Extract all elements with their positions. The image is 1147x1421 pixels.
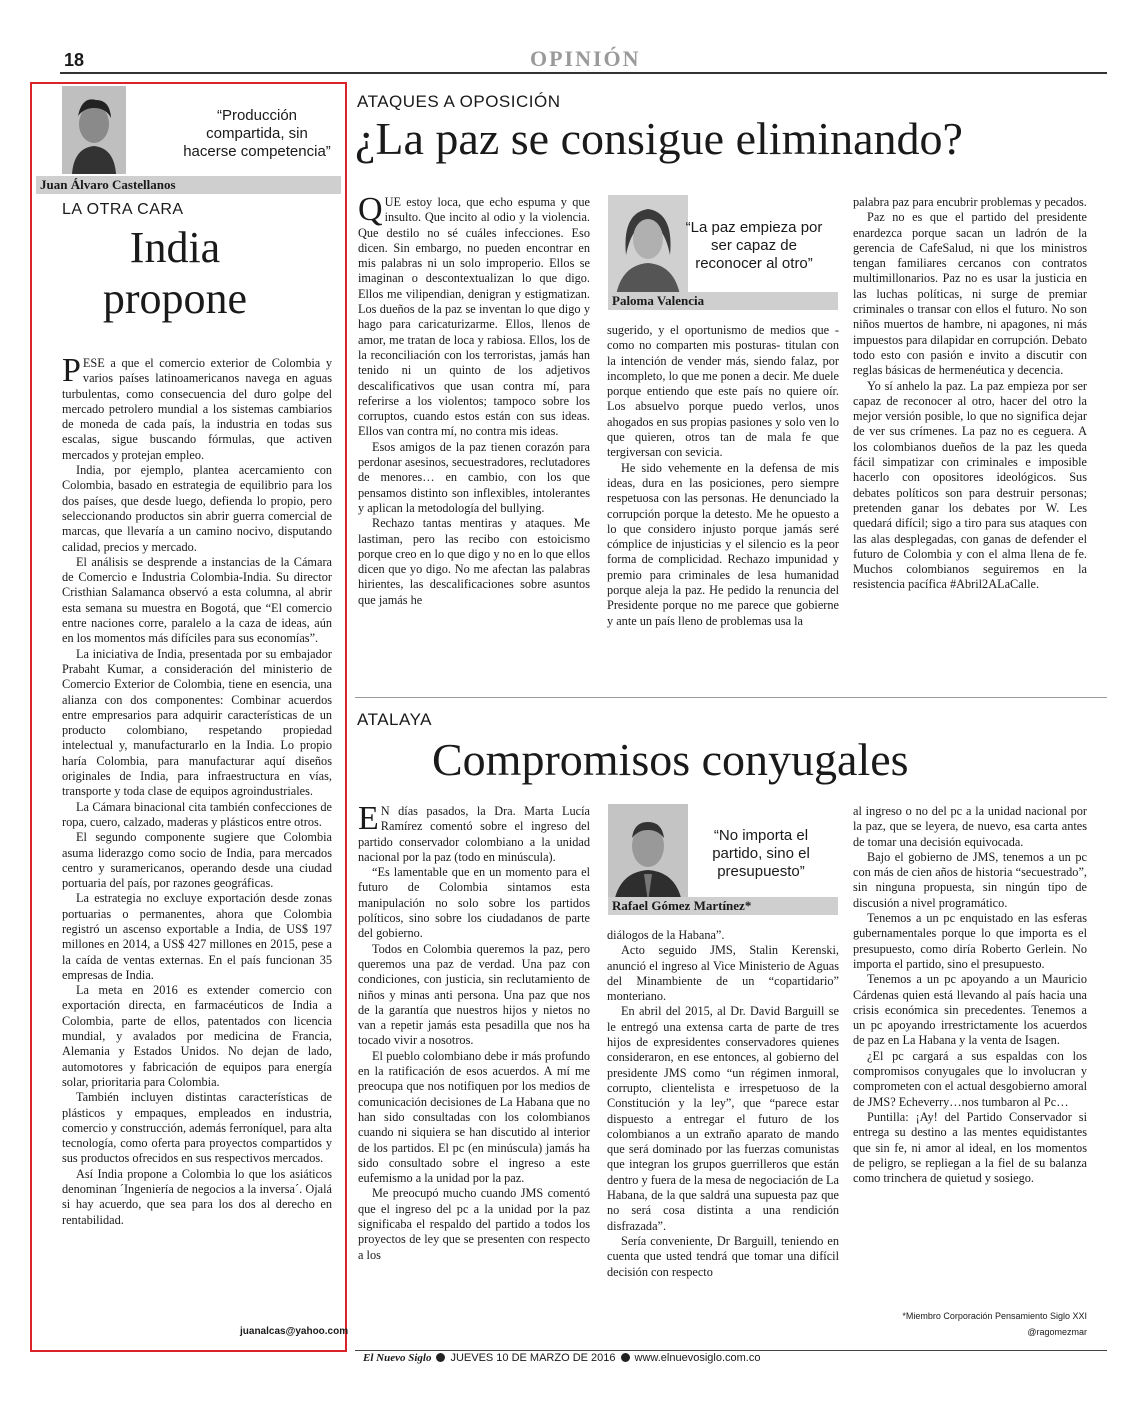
article-column-2 bbox=[607, 323, 839, 629]
paragraph: La meta en 2016 es extender comercio con exportación directa, en farmacéuticos de India a Colombia, parte de ellos, patentados con licencia mundial, y avalados por medicina de Francia, Alemania y Estados Unidos. No dejan de lado, automotores y fabricación de equipos para energía solar, prioritaria para Colombia. bbox=[62, 983, 332, 1089]
paragraph: Tenemos a un pc apoyando a un Mauricio Cárdenas quien está llevando al país hacia una crisis económica sin precedentes. Tenemos a un pc apoyando irrestrictamente los acuerdos de paz en La Habana y la venta de Isagen. bbox=[853, 972, 1087, 1048]
paragraph: En abril del 2015, al Dr. David Barguill se le entregó una extensa carta de parte de tres hijos de expresidentes conservadores quienes consideraron, en ese entonces, al gobierno del presidente JMS como “un régimen inmoral, corrupto, clientelista e irrespetuoso de la Constitución y la ley”, que “parece estar dispuesto a entregar el futuro de los colombianos a un extraño aparato de mando que será dominado por las fuerzas comunistas que integran los grupos guerrilleros que están dentro y fuera de la mesa de negociación de La Habana, de la que saldrá una supuesta paz que no será cosa distinta a una rendición disfrazada”. bbox=[607, 1004, 839, 1233]
left-article-body bbox=[62, 352, 332, 1228]
author-byline: Juan Álvaro Castellanos bbox=[36, 176, 341, 194]
author-portrait-icon bbox=[608, 195, 688, 295]
paragraph: El pueblo colombiano debe ir más profundo en la ratificación de esos acuerdos. A mí me preocupa que nos notifiquen por los medios de comunicación decisiones de La Habana que no han sido consultadas con los colombianos cuando ni siquiera se han discutido al interior de los partidos. El pc (en minúscula) jamás ha sido consultado sobre el ingreso a este eufemismo a la unidad por la paz. bbox=[358, 1048, 590, 1186]
author-note: *Miembro Corporación Pensamiento Siglo XXI bbox=[902, 1311, 1087, 1321]
paragraph-text: ESE a que el comercio exterior de Colombia y varios países latinoamericanos navega en aguas turbulentas, como consecuencia del duro golpe del mercado petrolero mundial a los sistemas cambiarios de moneda de cada país, la industria en todas sus escalas, sigue buscando fórmulas, que activen mercados y protejan empleo. bbox=[62, 356, 332, 462]
author-photo bbox=[62, 86, 126, 174]
author-portrait-icon bbox=[62, 86, 126, 174]
issue-date: JUEVES 10 DE MARZO DE 2016 bbox=[450, 1352, 616, 1364]
article-column-1 bbox=[358, 191, 590, 608]
page-number: 18 bbox=[64, 50, 85, 70]
paragraph: Bajo el gobierno de JMS, tenemos a un pc con más de cien años de historia “secuestrado”, sin ninguna propuesta, sin ningún tipo de discusión a nivel programático. bbox=[853, 849, 1087, 910]
section-title: OPINIÓN bbox=[530, 46, 641, 71]
drop-cap: E bbox=[358, 800, 379, 837]
paragraph: ¿El pc cargará a sus espaldas con los compromisos conyugales que lo involucran y comprometen con el actual desgobierno amoral de JMS? Echeverry…nos tumbaron al Pc… bbox=[853, 1048, 1087, 1109]
paragraph: Puntilla: ¡Ay! del Partido Conservador si entrega su destino a las mentes equidistantes que sin fe, ni amor al ideal, en los momentos de peligro, se repliegan a la fiel de su balanza como trinchera de quietud y sosiego. bbox=[853, 1109, 1087, 1186]
drop-cap: P bbox=[62, 352, 81, 389]
paragraph: He sido vehemente en la defensa de mis ideas, dura en las posiciones, pero siempre respetuosa con las personas. He denunciado la corrupción porque la detesto. Me he opuesto a lo que considero injusto porque jamás seré cómplice de injusticias y el silencio es la peor forma de complicidad. Rechazo impunidad y premio para criminales de lesa humanidad porque aleja la paz. He pedido la renuncia del Presidente porque no me parece que gobierne y ante un país lleno de problemas usa la bbox=[607, 460, 839, 628]
paragraph: Acto seguido JMS, Stalin Kerenski, anunció el ingreso al Vice Ministerio de Aguas del Minambiente de un “copartidario” monteriano. bbox=[607, 943, 839, 1004]
title-line-2: propone bbox=[102, 274, 248, 323]
article-kicker: ATALAYA bbox=[357, 710, 432, 729]
pull-quote: “La paz empieza por ser capaz de reconocer al otro” bbox=[685, 219, 823, 272]
website-url[interactable]: www.elnuevosiglo.com.co bbox=[634, 1352, 761, 1364]
paragraph: Esos amigos de la paz tienen corazón para perdonar asesinos, secuestradores, reclutadores de menores… en cambio, con los que pensamos distinto son inflexibles, intolerantes y aplican la metodología del bullying. bbox=[358, 439, 590, 515]
author-handle[interactable]: @ragomezmar bbox=[1027, 1327, 1087, 1337]
paragraph: Tenemos a un pc enquistado en las esferas gubernamentales porque lo que importa es el presupuesto, como diría Roberto Gerlein. No importa el partido, sino el presupuesto. bbox=[853, 911, 1087, 971]
drop-cap: Q bbox=[358, 191, 383, 228]
paragraph bbox=[358, 800, 590, 865]
paragraph: India, por ejemplo, plantea acercamiento con Colombia, basado en estrategia de equilibrio para los dos países, que desde luego, defienda lo propio, pero seleccionando productos sin abrir guerra comercial de marcas, que llevaría a un camino nocivo, disputando calidad, precios y mercado. bbox=[62, 463, 332, 554]
paragraph: Así India propone a Colombia lo que los asiáticos denominan ´Ingeniería de negocios a la inversa´. Ojalá si hay acuerdo, que sea para los dos al derecho en rentabilidad. bbox=[62, 1166, 332, 1227]
article-title: Compromisos conyugales bbox=[432, 734, 909, 785]
author-byline: Paloma Valencia bbox=[608, 292, 838, 310]
bullet-icon bbox=[621, 1353, 630, 1362]
column-kicker: LA OTRA CARA bbox=[62, 201, 184, 218]
pull-quote: “Producción compartida, sin hacerse competencia” bbox=[183, 107, 331, 160]
paragraph bbox=[62, 352, 332, 463]
paragraph: El análisis se desprende a instancias de la Cámara de Comercio e Industria Colombia-India. Su director Cristhian Salamanca observó a esta columna, al abrir esta semana su muestra en Bogotá, que “El comercio entre naciones corre, paralelo a la caza de ideas, aún en los momentos más difíciles para sus economías”. bbox=[62, 554, 332, 646]
section-divider bbox=[355, 697, 1107, 698]
article-kicker: ATAQUES A OPOSICIÓN bbox=[357, 92, 561, 111]
paragraph: Yo sí anhelo la paz. La paz empieza por ser capaz de reconocer al otro, hacer del otro la mejor versión posible, lo que no significa dejar de ver sus crímenes. La paz no es ceguera. A los colombianos dueños de la paz les queda fácil simpatizar con criminales e imposible hacerlo con opositores ideológicos. Sus debates políticos son para destruir personas; pretenden ganar los debates por W. Les quedará difícil; sigo a tiro para sus ataques con las alas desplegadas, con ganas de defender el futuro de Colombia y con el alma llena de fe. Muchos colombianos seguiremos en la resistencia pacífica #Abril2ALaCalle. bbox=[853, 378, 1087, 592]
article-column-2 bbox=[607, 928, 839, 1280]
paragraph-text: N días pasados, la Dra. Marta Lucía Ramírez comentó sobre el ingreso del partido conservador colombiano a la unidad nacional por la paz (todo en minúscula). bbox=[358, 804, 590, 864]
bullet-icon bbox=[436, 1353, 445, 1362]
pull-quote: “No importa el partido, sino el presupuesto” bbox=[712, 827, 810, 880]
paragraph: Todos en Colombia queremos la paz, pero queremos una paz de verdad. Una paz con condiciones, con justicia, sin reclutamiento de niños y minas anti persona. Una paz que nos de la garantía que nuestros hijos y nietos no van a repetir jamás esta pesadilla que nos ha tocado vivir a nosotros. bbox=[358, 941, 590, 1048]
article-column-3 bbox=[853, 804, 1087, 1186]
author-email[interactable]: juanalcas@yahoo.com bbox=[240, 1326, 349, 1337]
paragraph: La Cámara binacional cita también confecciones de ropa, cuero, calzado, maderas y plásticos entre otros. bbox=[62, 799, 332, 829]
footer-rule bbox=[355, 1350, 1107, 1351]
author-photo bbox=[608, 804, 688, 902]
article-title bbox=[40, 222, 310, 324]
article-title: ¿La paz se consigue eliminando? bbox=[355, 113, 963, 164]
paragraph: Sería conveniente, Dr Barguill, teniendo en cuenta que usted tendrá que tomar una difícil decisión con respecto bbox=[607, 1233, 839, 1279]
author-byline: Rafael Gómez Martínez* bbox=[608, 897, 838, 915]
author-portrait-icon bbox=[608, 804, 688, 902]
article-column-1 bbox=[358, 800, 590, 1263]
paragraph: La iniciativa de India, presentada por su embajador Prabaht Kumar, a consideración del ministerio de Comercio Exterior de Colombia, tiene en esencia, una alianza con dos componentes: Combinar acuerdos entre empresarios para adquirir características de un producto colombiano, respetando propiedad intelectual y, manufacturarlo en la India. Lo propio haría Colombia, para manufacturar aquí diseños originales de India, para infraestructura en vías, transporte y toda clase de equipos agroindustriales. bbox=[62, 646, 332, 799]
author-photo bbox=[608, 195, 688, 295]
page-footer bbox=[363, 1352, 760, 1364]
paragraph: diálogos de la Habana”. bbox=[607, 928, 725, 942]
title-line-1: India bbox=[129, 223, 221, 272]
paragraph bbox=[358, 191, 590, 440]
paragraph: La estrategia no excluye exportación desde zonas portuarias o permanentes, ahora que Colombia registró un ascenso exportable a India, de US$ 197 millones en 2014, a US$ 427 millones en 2015, pese a la caída de ventas externas. En el país funcionan 35 empresas de India. bbox=[62, 891, 332, 982]
paragraph-text: UE estoy loca, que echo espuma y que insulto. Que incito al odio y la violencia. Que destilo no sé cuáles infecciones. Eso dicen. Sin embargo, no pueden encontrar en mis palabras ni un solo improperio. Ellos se imaginan o descontextualizan lo que digo. Ellos me vilipendian, denigran y estigmatizan. Los dueños de la paz se inventan lo que digo y hago para caricaturizarme. Ellos, llenos de amor, me tratan de loca y rabiosa. Ellos, los de la reconciliación con los terroristas, jamás han tenido ni un quinto de los adjetivos descalificativos que usan contra mí, para referirse a los violentos; tampoco sobre los corruptos, cuando estos están con sus ideas. Ellos van contra mí, no contra mis ideas. bbox=[358, 195, 590, 439]
paragraph: al ingreso o no del pc a la unidad nacional por la paz, que se leyera, de nuevo, esa carta antes de tomar una decisión equivocada. bbox=[853, 804, 1087, 849]
paragraph: El segundo componente sugiere que Colombia asuma liderazgo como socio de India, para mercados centro y suramericanos, operando desde una ciudad portuaria del país, por razones geográficas. bbox=[62, 830, 332, 891]
paragraph: Me preocupó mucho cuando JMS comentó que el ingreso del pc a la unidad por la paz significaba el respaldo del partido a todos los proyectos de ley que se presenten con respecto a los bbox=[358, 1186, 590, 1262]
paragraph: “Es lamentable que en un momento para el futuro de Colombia sintamos esta manipulación no solo sobre los partidos políticos, sino sobre los ciudadanos de parte del gobierno. bbox=[358, 865, 590, 941]
newspaper-logo: El Nuevo Siglo bbox=[363, 1352, 432, 1364]
paragraph: sugerido, y el oportunismo de medios que -como no comparten mis posturas- titulan con la intención de vender más, siendo falaz, por incompleto, lo que me ponen a decir. Me duele porque entiendo que este país no quiere oír. Los absuelvo porque puedo verlos, unos ahogados en sus propias pasiones y solo ven lo que quieren, otros tan de mala fe que tergiversan con sevicia. bbox=[607, 323, 839, 460]
paragraph: También incluyen distintas características de plásticos y empaques, empleados en industria, comercio y construcción, además ferroníquel, para alta tecnología, como oferta para proyectos compartidos y sus productos ofrecidos en sus respectivos mercados. bbox=[62, 1090, 332, 1166]
paragraph: Paz no es que el partido del presidente enardezca porque sacan un ladrón de la gerencia de CafeSalud, ni que los ministros tengan familiares cercanos con contratos multimillonarios. Paz no es usar la justicia en las luchas políticas, ni surge de premiar criminales o transar con ellos el futuro. No son niños muertos de hambre, ni apagones, ni más impuestos para dilapidar en corrupción. Debato todo esto con pasión e invito a discutir con reglas básicas de hermenéutica y decencia. bbox=[853, 210, 1087, 378]
paragraph: palabra paz para encubrir problemas y pecados. bbox=[853, 195, 1087, 209]
article-column-3 bbox=[853, 195, 1087, 593]
paragraph: Rechazo tantas mentiras y ataques. Me lastiman, pero las recibo con estoicismo porque creo en lo que digo y no en lo que ellos dicen que yo digo. No me afectan las palabras hirientes, las descalificaciones sobre asuntos que jamás he bbox=[358, 516, 590, 607]
header-rule bbox=[60, 72, 1107, 74]
